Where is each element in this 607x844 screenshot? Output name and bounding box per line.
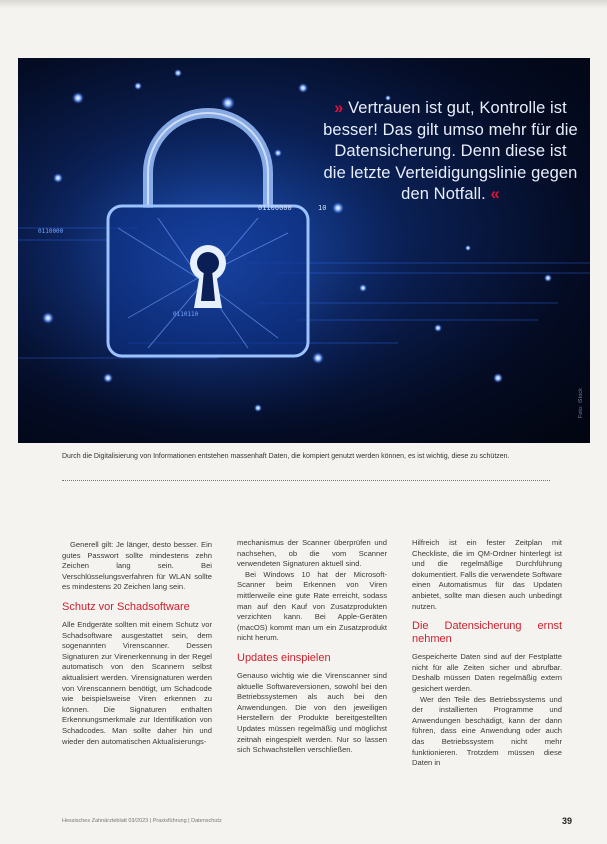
col1-paragraph-1: Generell gilt: Je länger, desto besser. Ein gutes Passwort sollte mindestens zehn Zeichen lang sein. Bei Verschlüsselungsverfahren für WLAN sollte es mindestens 20 Zeichen lang sein. — [62, 540, 212, 592]
binary-label-3: 10 — [318, 204, 327, 212]
col3-paragraph-1: Hilfreich ist ein fester Zeitplan mit Checkliste, die im QM-Ordner hinterlegt ist und die regelmäßige Durchführung dokumentiert. Falls die verwendete Software einen Automatismus für das Updaten anbietet, sollte man diesen auch unbedingt nutzen. — [412, 538, 562, 611]
col3-paragraph-2: Gespeicherte Daten sind auf der Festplatte nicht für alle Zeiten sicher und abrufbar. Deshalb müssen Daten regelmäßig extern gesichert werden. — [412, 652, 562, 693]
quote-open-mark: » — [334, 99, 344, 117]
binary-label-1: 01100000 — [258, 204, 292, 212]
photo-credit: Foto: iStock — [578, 388, 584, 418]
col3-paragraph-3: Wer den Teile des Betriebssystems und der installierten Programme und Anwendungen beschädigt, kann der dann führen, dass eine Anwendung oder auch das Betriebssystem nicht mehr funktionieren. Trotzdem müssen diese Daten in — [412, 694, 562, 768]
image-caption — [62, 452, 550, 462]
scan-edge — [0, 0, 607, 8]
binary-label-2: 0110000 — [38, 228, 64, 235]
page-number: 39 — [562, 816, 573, 826]
col2-paragraph-2: Bei Windows 10 hat der Microsoft-Scanner beim Erkennen von Viren mittlerweile eine gute Rate erreicht, sodass man auf den Kauf von Zusatzprodukten verzichten kann. Bei Apple-Geräten (macOS) kommt man um ein Zusatzprodukt nicht herum. — [237, 569, 387, 643]
col1-paragraph-2: Alle Endgeräte sollten mit einem Schutz vor Schadsoftware ausgestattet sein, dem sogenannten Virenscanner. Dessen Signaturen zur Virenerkennung in der Regel automatisch von den Scannern selbst aktualisiert werden. Virensignaturen werden von Virenscannern benötigt, um Schadcode wie beispielsweise Viren erkennen zu können. Die Signaturen enthalten Erkennungsmerkmale zur Identifikation von Schadcodes. Man sollte daher hin und wieder den automatischen Aktualisierungs- — [62, 619, 212, 746]
page-footer: Hessisches Zahnärzteblatt 03/2023 | Praxisführung | Datenschutz — [62, 818, 222, 824]
caption-lead: Durch die — [62, 453, 92, 460]
binary-label-4: 0110110 — [173, 311, 199, 318]
quote-text: Vertrauen ist gut, Kontrolle ist besser! Das gilt umso mehr für die Datensicherung. Denn diese ist die letzte Verteidigungslinie gegen den Notfall. — [323, 99, 578, 203]
caption-text: Digitalisierung von Informationen entstehen massenhaft Daten, die kompiert genutzt werden können, es ist wichtig, diese zu schützen. — [93, 453, 510, 460]
heading-datensicherung: Die Datensicherung ernst nehmen — [412, 620, 562, 646]
padlock-hero-image — [18, 58, 590, 443]
col2-paragraph-3: Genauso wichtig wie die Virenscanner sind aktuelle Softwareversionen, sowohl bei den Betriebssystemen als auch bei den Anwendungen. Die von den jeweiligen Herstellern der Produkte bereitgestellten Updates müssen regelmäßig und möglichst zeitnah eingespielt werden. Nur so lassen sich Schwachstellen verschließen. — [237, 670, 387, 755]
col2-paragraph-1: mechanismus der Scanner überprüfen und nachsehen, ob die vom Scanner verwendeten Signaturen aktuell sind. — [237, 538, 387, 569]
heading-schutz-vor-schadsoftware: Schutz vor Schadsoftware — [62, 600, 190, 613]
text-column-3 — [412, 538, 562, 769]
quote-close-mark: « — [490, 185, 500, 203]
text-column-1 — [62, 540, 212, 747]
heading-updates-einspielen: Updates einspielen — [237, 651, 331, 664]
pull-quote — [323, 98, 578, 206]
caption-divider — [62, 480, 550, 481]
text-column-2 — [237, 538, 387, 756]
